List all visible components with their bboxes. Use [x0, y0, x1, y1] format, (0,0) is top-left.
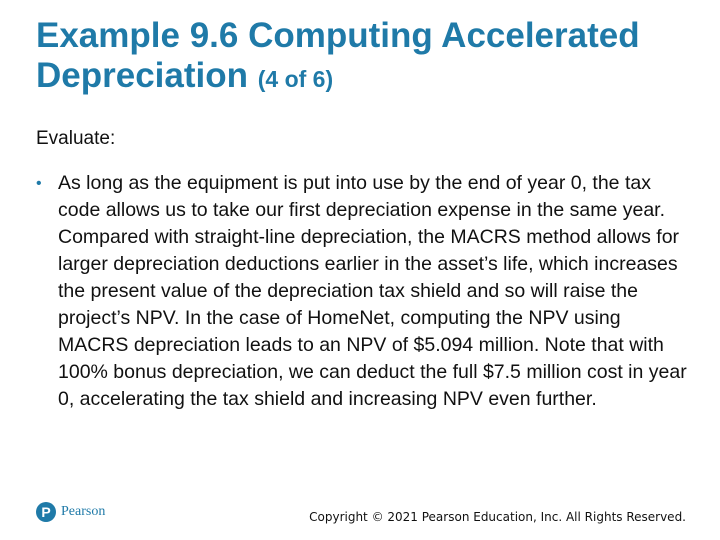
copyright-notice: Copyright © 2021 Pearson Education, Inc. All Rights Reserved. — [309, 510, 686, 524]
pearson-logo-icon — [36, 502, 56, 522]
bullet-dot-icon: • — [36, 175, 42, 192]
slide-title — [36, 16, 696, 99]
logo-letter: P — [41, 504, 51, 520]
pearson-logo — [36, 502, 105, 522]
section-label: Evaluate: — [36, 128, 116, 149]
logo-text: Pearson — [61, 504, 106, 519]
bullet-text: As long as the equipment is put into use by the end of year 0, the tax code allows us to take our first depreciation expense in the same year. Compared with straight-line depreciation, the MACRS method allows for larger depreciation deductions earlier in the asset’s life, which increases the present value of the depreciation tax shield and so will raise the project’s NPV. In the case of HomeNet, computing the NPV using MACRS depreciation leads to an NPV of $5.094 million. Note that with 100% bonus depreciation, we can deduct the full $7.5 million cost in year 0, accelerating the tax shield and increasing NPV even further. — [58, 172, 687, 410]
slide-title-suffix: (4 of 6) — [257, 66, 334, 92]
slide-title-main: Example 9.6 Computing Accelerated Depreciation — [36, 16, 640, 95]
bullet-item — [36, 170, 691, 413]
bullet-list — [36, 170, 691, 413]
